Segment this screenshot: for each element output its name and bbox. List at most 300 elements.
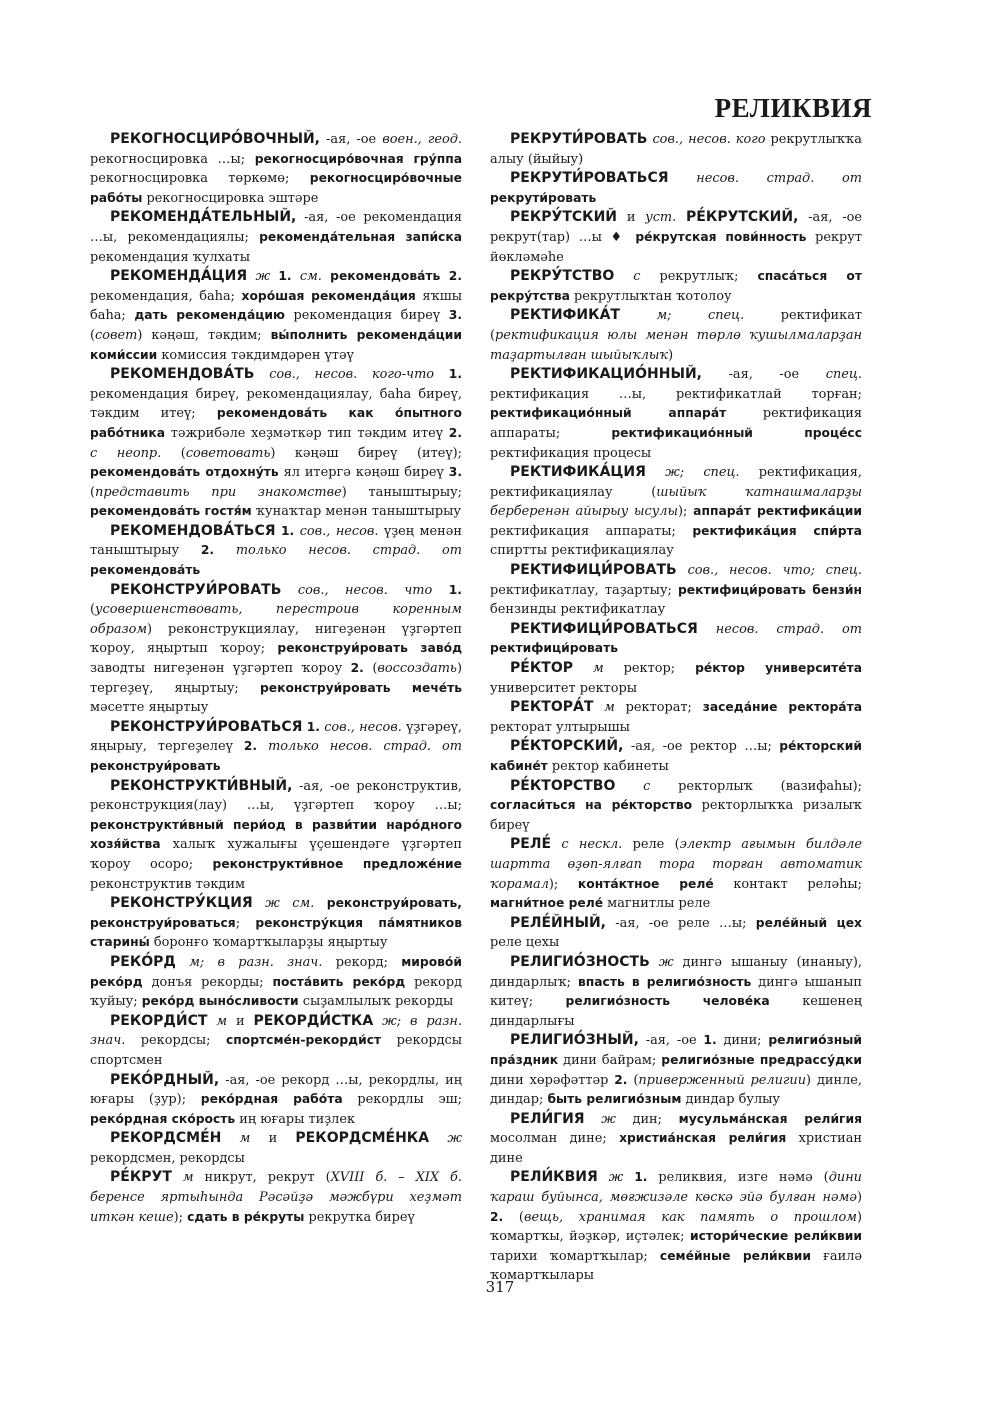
headword: РЕКОРДСМЕ́Н	[110, 1130, 222, 1147]
translation-text	[373, 1014, 382, 1029]
translation-text: дингә ышанып китеү;	[490, 974, 862, 1010]
translation-text	[172, 1170, 183, 1185]
headword: РЕКОМЕНДА́ТЕЛЬНЫЙ,	[110, 209, 297, 226]
italic-note: ж	[447, 1131, 462, 1147]
italic-note: совет	[95, 327, 138, 343]
italic-note: ж; в разн. знач.	[90, 1013, 462, 1049]
italic-note: усовершенствовать, перестроив коренным образом	[90, 602, 462, 637]
bold-phrase: реко́рдная ско́рость	[90, 1111, 236, 1126]
translation-text: ректорлыҡ (вазифаһы);	[650, 778, 862, 794]
bold-phrase: заседа́ние ректора́та	[702, 700, 862, 715]
headword: РЕКОМЕНДОВА́ТЬ	[110, 366, 255, 383]
dictionary-entry	[490, 463, 862, 561]
translation-text: донъя рекорды;	[142, 974, 273, 990]
translation-text: ректорат ултырышы	[490, 719, 630, 735]
bold-phrase: ректифика́ция спи́рта	[692, 523, 862, 538]
italic-note: воссоздать	[377, 661, 457, 677]
italic-note: вещь, хранимая как память о прошлом	[523, 1209, 857, 1225]
translation-text: ректификатлау, таҙартыу;	[490, 582, 678, 598]
dictionary-entry	[490, 1110, 862, 1169]
translation-text: рекогносцировка …ы;	[90, 151, 255, 167]
translation-text: рекордсы;	[125, 1033, 226, 1049]
translation-text	[214, 543, 236, 558]
translation-text: ) ҡомартҡы, йәҙкәр, иҫтәлек;	[490, 1209, 862, 1245]
translation-text: -ая, -ое	[320, 132, 383, 147]
dictionary-entry	[90, 267, 462, 365]
dictionary-entry	[490, 620, 862, 659]
italic-note: сов., несов.	[299, 523, 379, 539]
bold-phrase: реконструкти́вное предложе́ние	[212, 856, 462, 871]
translation-text	[281, 583, 298, 598]
translation-text: -ая, -ое	[702, 367, 826, 383]
headword: РЕКТИФИКАЦИО́ННЫЙ,	[510, 366, 702, 383]
italic-note: сов., несов. кого	[652, 132, 766, 147]
translation-text	[593, 700, 604, 715]
headword: РЕЛИГИО́ЗНЫЙ,	[510, 1032, 639, 1049]
dictionary-entry	[490, 777, 862, 836]
bold-phrase: христиа́нская рели́гия	[619, 1131, 787, 1146]
bold-phrase: рекомендова́ть гостя́м	[90, 504, 252, 519]
translation-text	[314, 896, 326, 911]
translation-text: үҙгәреү, яңырыу, тергеҙелеү	[90, 719, 462, 755]
translation-text: ) динле, диндар;	[490, 1072, 862, 1108]
translation-text: кешенең диндарлығы	[490, 994, 862, 1029]
translation-text	[623, 1170, 634, 1185]
translation-text	[322, 269, 330, 284]
bold-phrase: 1.	[278, 269, 292, 284]
italic-note: см.	[299, 269, 322, 285]
translation-text: реле (	[622, 837, 680, 853]
translation-text	[585, 1112, 602, 1127]
translation-text	[650, 955, 659, 970]
headword: РЕЛЕ́ЙНЫЙ,	[510, 914, 606, 931]
headword: РЕЛИГИО́ЗНОСТЬ	[510, 953, 650, 970]
translation-text: дин;	[615, 1111, 679, 1127]
dictionary-entry	[90, 1012, 462, 1071]
headword: РЕКОМЕНДОВА́ТЬСЯ	[110, 522, 276, 539]
translation-text	[221, 1131, 239, 1146]
italic-note: воен., геод.	[382, 132, 462, 147]
italic-note: несов. страд. от	[696, 171, 862, 187]
headword: РЕКО́РДНЫЙ,	[110, 1071, 220, 1088]
italic-note: м	[182, 1170, 194, 1186]
translation-text: рекорд ҡуйыу;	[90, 974, 463, 1010]
translation-text: -ая, -ое реконструктив, реконструкция(лау) …ы, үҙгәртеп ҡороу …ы;	[90, 778, 462, 814]
italic-note: XVIII б. – XIX б. беренсе яртыһында Рәсәйҙә мәжбүри хеҙмәт иткән кеше	[90, 1170, 462, 1225]
bold-phrase: реконструи́ровать	[90, 759, 221, 773]
italic-note: ж	[658, 954, 674, 970]
headword: РЕКТИФИКА́ЦИЯ	[510, 464, 646, 481]
translation-text	[677, 563, 688, 578]
bold-phrase: рекогносциро́вочные рабо́ты	[90, 171, 462, 205]
headword: РЕКОГНОСЦИРО́ВОЧНЫЙ,	[110, 131, 320, 147]
headword: РЕКОНСТРУИ́РОВАТЬ	[110, 581, 282, 598]
translation-text: ) таныштырыу;	[341, 484, 463, 500]
italic-note: м; спец.	[656, 308, 745, 324]
dictionary-entry	[490, 659, 862, 698]
translation-text: контакт реләһы;	[713, 876, 862, 892]
translation-text	[257, 739, 268, 754]
bold-phrase: спаса́ться от рекру́тства	[490, 269, 862, 303]
italic-note: с неопр.	[90, 445, 162, 461]
translation-text: ял итергә кәңәш биреү	[278, 465, 449, 481]
headword: РЕКРУ́ТСКИЙ	[510, 209, 618, 226]
italic-note: электр ағымын билдәле шартта өҙөп-ялғап тора торған автоматик ҡорамал	[490, 837, 862, 892]
headword: РЕКОМЕНДА́ЦИЯ	[110, 268, 248, 285]
bold-phrase: конта́ктное реле́	[577, 876, 714, 891]
translation-text: ) реконструкциялау, нигеҙенән үҙгәртеп ҡороу, яңыртып ҡороу;	[90, 621, 462, 657]
headword: РЕКРУТИ́РОВАТЬ	[510, 131, 648, 147]
bold-phrase: 2.	[350, 661, 364, 676]
bold-phrase: реко́рдная рабо́та	[200, 1092, 343, 1107]
italic-note: только несов. страд. от	[235, 543, 462, 559]
translation-text: );	[548, 876, 578, 892]
translation-text: дини байрам;	[558, 1052, 662, 1068]
translation-text	[614, 269, 633, 284]
dictionary-entry	[490, 1168, 862, 1286]
bold-phrase: 1.	[281, 523, 295, 538]
dictionary-entry	[90, 1071, 462, 1130]
headword: РЕ́КРУТ	[110, 1169, 172, 1186]
dictionary-entry	[490, 208, 862, 267]
translation-text: рекомендация ҡулхаты	[90, 249, 251, 265]
bold-phrase: магни́тное реле́	[490, 896, 604, 911]
translation-text: (	[90, 484, 96, 500]
bold-phrase: ректифици́ровать	[490, 641, 619, 656]
translation-text: рекордсмен, рекордсы	[90, 1150, 245, 1166]
bold-phrase: реконстру́кция па́мятников старины́	[90, 915, 462, 950]
translation-text: христиан дине	[490, 1131, 862, 1166]
translation-text	[434, 367, 449, 382]
translation-text: рекомендация биреү, рекомендациялау, баһа биреү, тәкдим итеү;	[90, 386, 462, 422]
bold-phrase: 2.	[448, 425, 462, 440]
bold-phrase: 3.	[448, 465, 462, 480]
translation-text: дини;	[716, 1033, 769, 1049]
translation-text: (	[503, 1209, 524, 1225]
translation-text: (	[90, 327, 96, 343]
translation-text: тарихи ҡомартҡылар;	[490, 1248, 660, 1264]
italic-note: ж см.	[265, 896, 315, 912]
italic-note: несов. страд. от	[715, 621, 862, 637]
translation-text	[432, 583, 449, 598]
dictionary-entry	[90, 130, 462, 208]
translation-text: магнитлы реле	[603, 896, 711, 912]
italic-note: ректификация юлы менән төрлө ҡушылмаларҙан таҙартылған шыйыҡлыҡ	[490, 327, 862, 363]
translation-text	[669, 171, 697, 186]
translation-text: )	[668, 347, 674, 363]
translation-text: дини хөрәфәттәр	[490, 1072, 615, 1088]
translation-text: спиртты ректификациялау	[490, 543, 674, 559]
bold-phrase: реконструкти́вный пери́од в разви́тии наро́дного хозя́йства	[90, 817, 462, 852]
bold-phrase: 1.	[448, 367, 462, 382]
bold-phrase: 1.	[306, 719, 320, 734]
headword: РЕЛИ́КВИЯ	[510, 1169, 598, 1186]
translation-text: ректификация, ректификациялау (	[490, 465, 862, 500]
bold-phrase: рекогносциро́вочная гру́ппа	[254, 151, 462, 166]
dictionary-entry	[490, 1031, 862, 1109]
italic-note: сов., несов.	[324, 719, 402, 735]
translation-text: үҙең менән таныштырыу	[90, 523, 462, 559]
bold-phrase: хоро́шая рекоменда́ция	[241, 288, 416, 303]
dictionary-entry	[90, 1168, 462, 1227]
italic-note: советовать	[185, 445, 271, 461]
dictionary-entry	[490, 914, 862, 953]
bold-phrase: религио́зные предрассу́дки	[661, 1052, 863, 1067]
bold-phrase: 1.	[448, 582, 462, 597]
translation-text: рекорд;	[322, 954, 402, 970]
italic-note: сов., несов. что	[297, 582, 433, 598]
italic-note: спец.	[825, 367, 862, 383]
italic-note: с нескл.	[561, 837, 623, 853]
translation-text: ректор кабинеты	[547, 759, 669, 774]
italic-note: только несов. страд. от	[268, 739, 462, 755]
bold-phrase: согласи́ться на ре́кторство	[490, 798, 693, 813]
dictionary-entry	[90, 953, 462, 1012]
italic-note: дини ҡараш буйынса, мөғжизәле көскә эйә булған нәмә	[490, 1170, 862, 1206]
bold-phrase: 2.	[490, 1209, 504, 1224]
italic-note: ж	[608, 1170, 624, 1186]
italic-note: с	[643, 778, 651, 794]
bold-phrase: реко́рд выно́сливости	[141, 994, 299, 1009]
italic-note: ж	[601, 1111, 616, 1127]
translation-text: бензинды ректификатлау	[490, 602, 666, 618]
bold-phrase: рекомендова́ть как о́пытного рабо́тника	[90, 406, 463, 440]
dictionary-entry	[490, 267, 862, 306]
headword: РЕКТИФИЦИ́РОВАТЬСЯ	[510, 620, 698, 637]
translation-text	[254, 367, 269, 382]
translation-text	[646, 465, 665, 480]
left-column	[90, 130, 462, 1227]
bold-phrase: 1.	[634, 1170, 648, 1185]
translation-text: ) тергеҙеү, яңыртыу;	[90, 661, 462, 696]
bold-phrase: дать рекоменда́цию	[134, 308, 285, 323]
translation-text: ректификация процесы	[490, 445, 652, 461]
bold-phrase: рекомендова́ть 2.	[330, 269, 462, 284]
translation-text	[292, 269, 300, 284]
headword: РЕ́КТОР	[510, 660, 573, 677]
bold-phrase: рекомендова́ть отдохну́ть	[90, 465, 279, 480]
italic-note: м	[239, 1131, 251, 1147]
translation-text: рекогносцировка төркөмө;	[90, 171, 310, 187]
headword: РЕКОРДИ́СТКА	[253, 1012, 374, 1029]
bold-phrase: спортсме́н-рекорди́ст	[226, 1033, 382, 1048]
translation-text: ректификация аппараты;	[490, 523, 693, 539]
translation-text: рекогносцировка эштәре	[142, 190, 319, 206]
translation-text: и	[227, 1013, 254, 1029]
bold-phrase: 2.	[614, 1072, 628, 1087]
bold-phrase: аппара́т ректифика́ции	[693, 504, 862, 519]
headword: РЕКОНСТРУИ́РОВАТЬСЯ	[110, 718, 303, 735]
italic-note: м; в разн. знач.	[189, 954, 323, 970]
running-head: РЕЛИКВИЯ	[714, 93, 872, 123]
translation-text: мәсетте яңыртыу	[90, 700, 209, 716]
translation-text	[615, 779, 643, 794]
italic-note: м	[216, 1013, 228, 1029]
headword: РЕ́КРУТСКИЙ,	[686, 209, 799, 226]
translation-text	[429, 1131, 447, 1146]
translation-text: и	[617, 210, 646, 226]
dictionary-entry	[490, 953, 862, 1031]
bold-phrase: вы́полнить рекоменда́ции коми́ссии	[90, 327, 462, 362]
bold-phrase: впасть в религио́зность	[577, 974, 752, 989]
bold-phrase: реле́йный цех	[755, 915, 862, 930]
translation-text: ) кәңәш, тәкдим;	[137, 327, 271, 343]
bold-phrase: ректификацио́нный аппара́т	[490, 406, 727, 421]
translation-text: (	[161, 445, 186, 461]
dictionary-entry	[90, 894, 462, 953]
translation-text	[573, 661, 593, 676]
italic-note: уст.	[645, 210, 677, 226]
headword: РЕКТИФИКА́Т	[510, 307, 620, 324]
italic-note: ж; спец.	[665, 465, 740, 481]
dictionary-entry	[90, 777, 462, 895]
translation-text: рекрутлыҡтан ҡотолоу	[569, 288, 732, 304]
translation-text: и	[250, 1131, 296, 1147]
translation-text: реконструктив тәкдим	[90, 876, 245, 892]
headword: РЕ́КТОРСТВО	[510, 777, 616, 794]
italic-note: м	[604, 700, 615, 716]
italic-note: приверженный религии	[638, 1072, 807, 1088]
dictionary-entry	[90, 365, 462, 522]
translation-text: ректификация аппараты;	[490, 406, 862, 441]
headword: РЕКТИФИЦИ́РОВАТЬ	[510, 562, 677, 579]
bold-phrase: 2.	[243, 739, 258, 754]
translation-text: (	[90, 602, 96, 618]
bold-phrase: реконструи́ровать мече́ть	[260, 680, 462, 695]
translation-text	[253, 896, 265, 911]
dictionary-entry	[90, 1129, 462, 1168]
bold-phrase: рекомендова́ть	[90, 563, 201, 578]
bold-phrase: реконструи́ровать, реконструи́роваться	[90, 896, 462, 930]
translation-text: -ая, -ое	[638, 1033, 704, 1049]
dictionary-entry	[90, 718, 462, 777]
bold-phrase: поста́вить реко́рд	[272, 974, 406, 989]
translation-text	[598, 1170, 609, 1185]
italic-note: м	[592, 661, 604, 677]
italic-note: с	[633, 269, 641, 285]
dictionary-entry	[490, 306, 862, 365]
dictionary-entry	[90, 581, 462, 718]
headword: РЕКОНСТРУКТИ́ВНЫЙ,	[110, 777, 293, 794]
translation-text: -ая, -ое ректор …ы;	[623, 739, 780, 755]
dictionary-entry	[90, 522, 462, 581]
italic-note: шыйыҡ ҡатнашмаларҙы берберенән айырыу ысулы	[490, 484, 863, 520]
translation-text: рекрут йөкләмәһе	[490, 229, 862, 265]
translation-text: ректор;	[603, 661, 696, 677]
translation-text: ҡунаҡтар менән таныштырыу	[251, 504, 462, 520]
bold-phrase: 3.	[448, 308, 462, 323]
translation-text: (	[363, 661, 378, 677]
dictionary-entry	[490, 561, 862, 620]
bold-phrase: истори́ческие рели́квии	[689, 1229, 862, 1244]
translation-text: ректификат (	[490, 308, 863, 343]
translation-text	[620, 308, 657, 323]
translation-text: реле цехы	[490, 935, 560, 951]
bold-phrase: ректификацио́нный проце́сс	[611, 425, 862, 440]
translation-text	[176, 955, 189, 970]
translation-text: -ая, -ое рекрут(тар) …ы ♦	[490, 210, 862, 245]
headword: РЕКОНСТРУ́КЦИЯ	[110, 895, 253, 912]
headword: РЕЛЕ́	[510, 836, 552, 853]
bold-phrase: 1.	[703, 1033, 717, 1048]
italic-note: сов., несов. кого-что	[269, 367, 435, 383]
translation-text: -ая, -ое реле …ы;	[606, 915, 756, 931]
bold-phrase: ре́крутская пови́нность	[635, 229, 807, 244]
headword: РЕКРУТИ́РОВАТЬСЯ	[510, 170, 669, 187]
translation-text: университет ректоры	[490, 680, 638, 696]
translation-text: (	[627, 1072, 639, 1088]
translation-text: );	[173, 1209, 188, 1225]
translation-text: ректификация …ы, ректификатлай торған;	[490, 386, 862, 402]
headword: РЕКОРДИ́СТ	[110, 1012, 208, 1029]
translation-text: рекордлы эш;	[342, 1092, 462, 1108]
bold-phrase: семе́йные рели́квии	[659, 1248, 811, 1263]
translation-text: )	[856, 1190, 862, 1206]
italic-note: ж	[255, 269, 271, 285]
translation-text	[551, 837, 561, 852]
translation-text: халыҡ хужалығы үҫешендәге үҙгәртеп ҡороу осоро;	[90, 837, 462, 872]
dictionary-entry	[490, 835, 862, 913]
bold-phrase: реконструи́ровать заво́д	[277, 641, 462, 656]
translation-text: рекомендация биреү	[284, 308, 449, 324]
dictionary-entry	[490, 365, 862, 463]
translation-text	[698, 622, 716, 637]
translation-text	[676, 210, 686, 225]
translation-text: мосолман дине;	[490, 1131, 620, 1147]
italic-note: сов., несов. что; спец.	[687, 563, 862, 579]
bold-phrase: ре́ктор университе́та	[695, 661, 863, 676]
translation-text: никрут, рекрут (	[193, 1170, 331, 1186]
translation-text: сыҙамлылыҡ рекорды	[298, 994, 454, 1010]
translation-text: диндар булыу	[681, 1092, 780, 1108]
translation-text: ;	[235, 915, 256, 931]
headword: РЕКРУ́ТСТВО	[510, 268, 615, 285]
bold-phrase: сдать в ре́круты	[187, 1209, 305, 1224]
translation-text: иң юғары тиҙлек	[235, 1111, 356, 1127]
translation-text: рекомендация, баһа;	[90, 288, 242, 304]
bold-phrase: рекоменда́тельная запи́ска	[259, 229, 462, 244]
headword: РЕКТОРА́Т	[510, 699, 594, 716]
headword: РЕКОРДСМЕ́НКА	[295, 1130, 430, 1147]
translation-text: рекордсы спортсмен	[90, 1033, 462, 1068]
headword: РЕ́КТОРСКИЙ,	[510, 738, 624, 755]
translation-text: -ая, -ое рекомендация …ы, рекомендациялы;	[90, 210, 462, 245]
translation-text: рекрутлыҡҡа алыу (йыйыу)	[490, 132, 862, 167]
dictionary-entry	[90, 208, 462, 267]
translation-text: тәжрибәле хеҙмәткәр тип тәкдим итеү	[165, 425, 449, 441]
italic-note: представить при знакомстве	[95, 484, 342, 500]
translation-text: ректорат;	[614, 700, 703, 716]
translation-text: ғаилә ҡомартҡылары	[490, 1248, 863, 1284]
bold-phrase: религио́зность челове́ка	[565, 994, 770, 1009]
translation-text: боронғо ҡомартҡыларҙы яңыртыу	[149, 935, 388, 951]
translation-text: -ая, -ое рекорд …ы, рекордлы, иң юғары (ҙур);	[90, 1072, 462, 1108]
page-number: 317	[485, 1278, 515, 1296]
translation-text: ) кәңәш биреү (итеү);	[270, 445, 462, 461]
translation-text: рекрутлыҡ;	[640, 269, 758, 285]
right-column	[490, 130, 862, 1286]
translation-text: комиссия тәкдимдәрен үтәү	[157, 347, 354, 363]
dictionary-entry	[490, 698, 862, 737]
headword: РЕЛИ́ГИЯ	[510, 1110, 585, 1127]
translation-text: рекрутка биреү	[304, 1209, 415, 1225]
bold-phrase: быть религио́зным	[547, 1092, 682, 1107]
dictionary-entry	[490, 130, 862, 169]
translation-text: );	[677, 504, 694, 520]
translation-text: заводты нигеҙенән үҙгәртеп ҡороу	[90, 661, 351, 677]
translation-text: дингә ышаныу (инаныу), диндарлыҡ;	[490, 954, 862, 990]
dictionary-entry	[490, 737, 862, 776]
